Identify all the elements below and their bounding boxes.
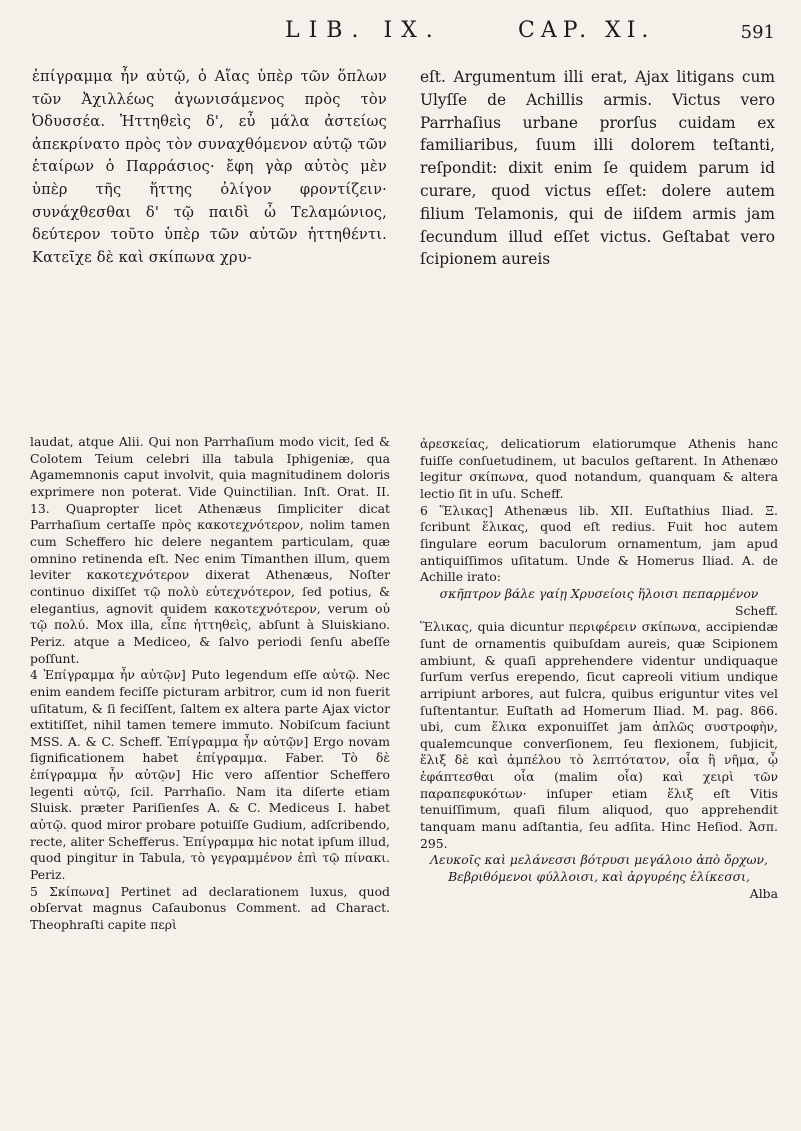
note-author: Scheff. <box>734 602 778 618</box>
latin-main-text <box>420 66 775 271</box>
note-paragraph: 4 Ἐπίγραμμα ἦν αὐτῷν] Puto legendum eſſe αὐτῷ. Nec enim eandem feciſſe picturam arbitror, cum id non fuerit uſitatum, & ſi feciſſent, ſaltem ex altera parte Ajax victor extitiſſet, nihil tamen temere immuto. Nobiſcum faciunt MSS. A. & C. Scheff. Ἐπίγραμμα ἦν αὐτῷν] Ergo novam ſignificationem habet ἐπίγραμμα. Faber. Τὸ δὲ ἐπίγραμμα ἦν αὐτῷν] Hic vero aſſentior Schefferо legenti αὐτῷ, ſcil. Parrhaſio. Nam ita diſerte etiam Sluisk. præter Pariſienſes A. & C. Mediceus I. habet αὐτῷ. quod miror probare potuiſſe Gudium, adſcribendo, recte, aliter Schefferus. Ἐπίγραμμα hic notat ipſum illud, quod pingitur in Tabula, τὸ γεγραμμένον ἐπὶ τῷ πίνακι. Periz. <box>30 667 390 883</box>
greek-main-text <box>32 66 387 269</box>
chapter-number: CAP. XI. <box>518 18 655 43</box>
greek-paragraph: ἐπίγραμμα ἦν αὐτῷ, ὁ Αἴας ὑπὲρ τῶν ὅπλων τῶν Ἀχιλλέως ἀγωνισάμενος πρὸς τὸν Ὀδυσσέα. Ἡττηθεὶς δ', εὖ μάλα ἀστείως ἀπεκρίνατο πρὸς τὸν συναχθόμενον αὐτῷ τῶν ἑταίρων ὁ Παρράσιος· ἔφη γὰρ αὐτὸς μὲν ὑπὲρ τῆς ἥττης ὀλίγον φροντίζειν· συνάχθεσθαι δ' τῷ παιδὶ ὦ Τελαμώνιος, δεύτερον τοῦτο ὑπὲρ τῶν αὐτῶν ἡττηθέντι. Κατεῖχε δὲ καὶ σκίπωνα χρυ- <box>32 68 387 266</box>
verse-quote: Λευκοῖς καὶ μελάνεσσι βότρυσι μεγάλοιο ἀπὸ ὄρχων, <box>430 852 768 868</box>
footnotes-left <box>30 434 390 934</box>
latin-paragraph: eſt. Argumentum illi erat, Ajax litigans cum Ulyſſe de Achillis armis. Victus vero Parrhaſius urbane prorſus cuidam ex familiaribus, ſuum illi dolorem teſtanti, reſpondit: dixit enim ſe quidem parum id curare, quod victus eſſet: dolere autem filium Telamonis, qui de iiſdem armis jam ſecundum illud eſſet victus. Geſtabat vero ſcipionem aureis <box>420 68 775 269</box>
note-paragraph: ἀρεσκείας, delicatiorum elatiorumque Athenis hanc fuiſſe conſuetudinem, ut baculos geſtarent. In Athenæo legitur σκίπωνα, quod notandum, quanquam & altera lectio ſit in uſu. Scheff. <box>420 436 778 501</box>
note-paragraph: laudat, atque Alii. Qui non Parrhaſium modo vicit, ſed & Colotem Teium celebri illa tabula Iphigeniæ, qua Agamemnonis caput involvit, quia magnitudinem doloris exprimere non poterat. Vide Quinctilian. Inſt. Orat. II. 13. Quapropter licet Athenæus ſimpliciter dicat Parrhaſium certaſſe πρὸς κακοτεχνότερον, nolim tamen cum Schefferо hic delere negantem particulam, quæ omnino retinenda eſt. Nec enim Timanthen illum, quem leviter κακοτεχνότερον dixerat Athenæus, Noſter continuo dixiſſet τῷ πολὺ εὐτεχνότερον, ſed potius, & elegantius, agnovit quidem κακοτεχνότερον, verum οὐ τῷ πολύ. Mox illa, εἶπε ἡττηθεὶς, abſunt à Sluiskiano. Periz. atque a Mediceo, & ſalvo periodi ſenſu abeſſe poſſunt. <box>30 434 390 666</box>
running-header <box>40 16 775 60</box>
catchword: Alba <box>749 885 778 901</box>
verse-quote: Βεβριθόμενοι φύλλοισι, καὶ ἀργυρέης ἑλίκεσσι, <box>448 869 750 885</box>
page-number: 591 <box>740 22 775 43</box>
note-paragraph: 5 Σκίπωνα] Pertinet ad declarationem luxus, quod obſervat magnus Caſaubonus Comment. ad Charact. Theophraſti capite περὶ <box>30 883 390 933</box>
book-number: LIB. IX. <box>285 18 442 43</box>
verse-quote: σκῆπτρον βάλε γαίῃ Χρυσείοις ἥλοισι πεπαρμένον <box>439 585 759 601</box>
footnotes-right <box>420 436 778 902</box>
note-paragraph: Ἕλικας, quia dicuntur περιφέρειν σκίπωνα, accipiendæ ſunt de ornamentis quibuſdam aureis, quæ Scipionem ambiunt, & quaſi apprehendere videntur undiquaque ſurſum verſus erependo, ſicut capreoli vitium undique arripiunt arbores, aut fulcra, quibus eriguntur vites vel ſuſtentantur. Euſtath ad Homerum Iliad. M. pag. 866. ubi, cum ἕλικα exponuiſſet jam ἀπλῶς συστροφὴν, qualemcunque converſionem, ſeu flexionem, ſubjicit, ἕλιξ δὲ καὶ ἀμπέλου τὸ λεπτότατον, οἷα ἢ νῆμα, ᾧ ἐφάπτεσθαι οἷα (malim οἷα) καὶ χειρὶ τῶν παραπεφυκότων· inſuper etiam ἕλιξ eſt Vitis tenuiſſimum, quaſi filum aliquod, quo apprehendit tanquam manu adſtantia, ſeu adſita. Hinc Heſiod. Ἀσπ. 295. <box>420 619 778 851</box>
note-paragraph: 6 Ἕλικας] Athenæus lib. XII. Euſtathius Iliad. Ξ. ſcribunt ἕλικας, quod eſt redius. Fuit hoc autem ſingulare eorum baculorum ornamentum, jam apud antiquiſſimos uſitatum. Unde & Homerus Iliad. A. de Achille irato: <box>420 502 778 585</box>
